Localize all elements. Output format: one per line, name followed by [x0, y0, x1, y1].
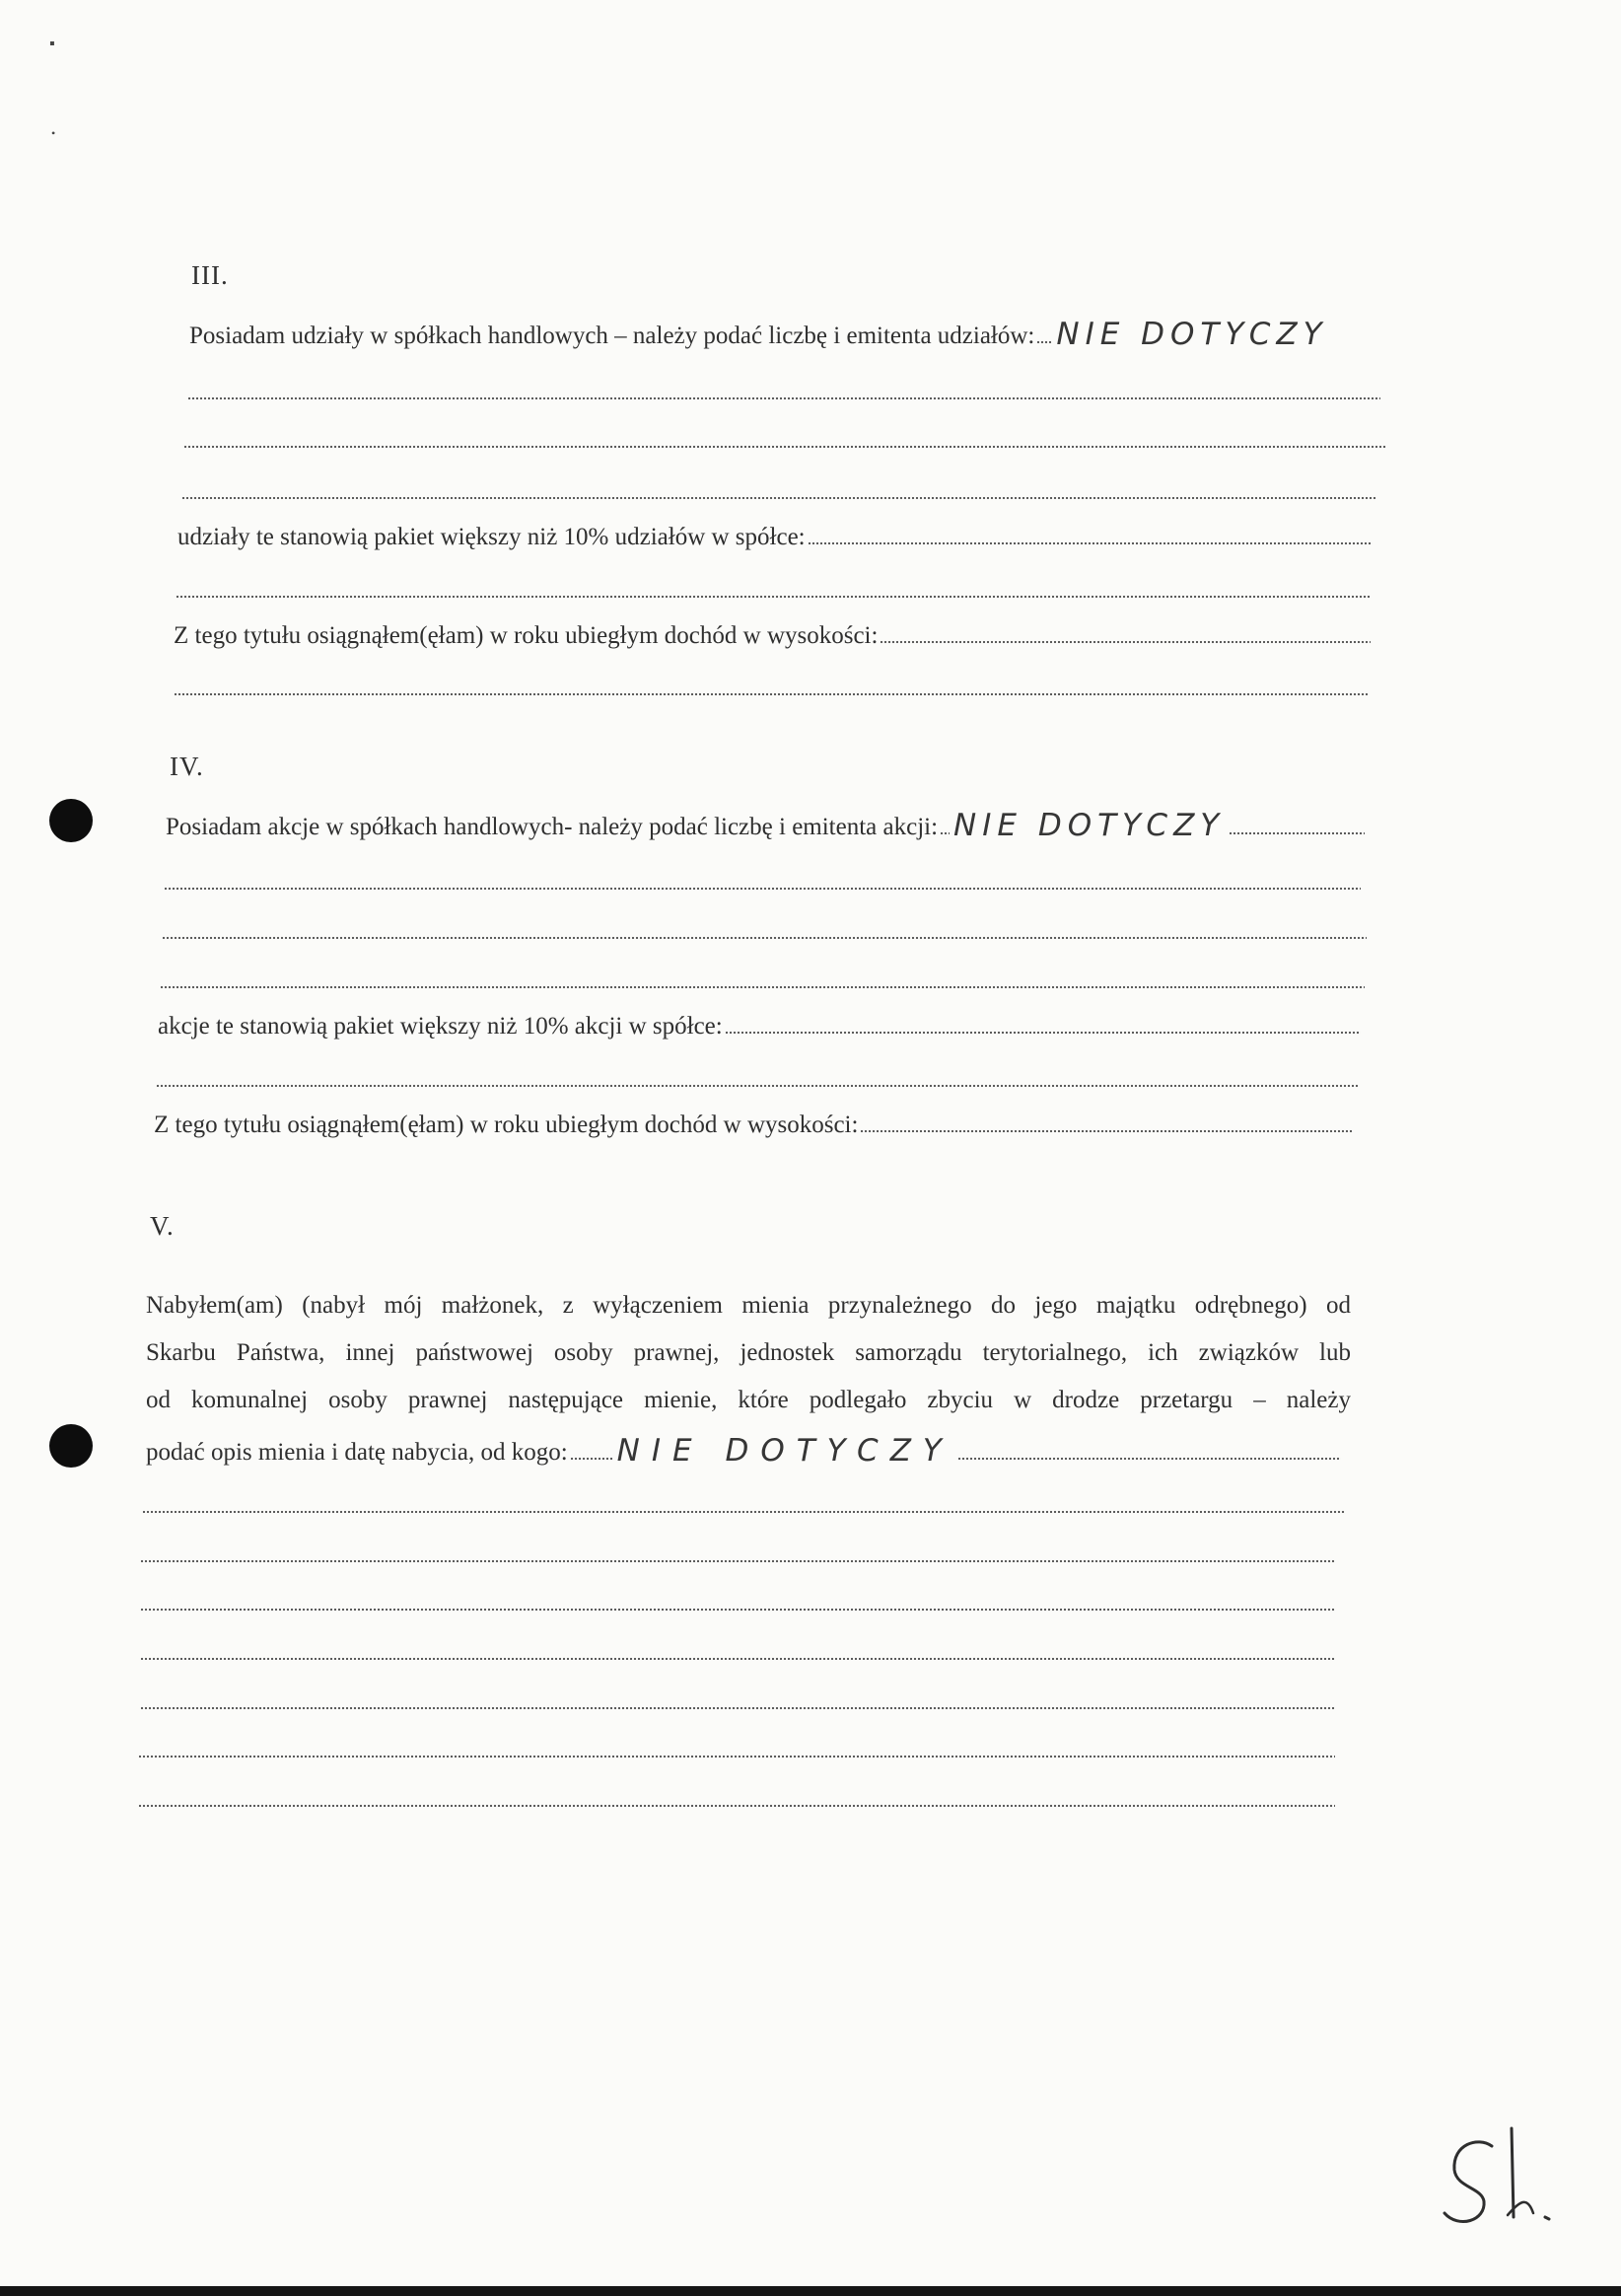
- dotted-line: [957, 1456, 1341, 1462]
- acquisition-paragraph-line: Nabyłem(am) (nabył mój małżonek, z wyłączeniem mienia przynależnego do jego majątku odrębnego) od: [146, 1292, 1351, 1319]
- stocks-field: [166, 808, 1365, 843]
- dotted-line: [140, 1558, 1335, 1564]
- shares-label: Posiadam udziały w spółkach handlowych – należy podać liczbę i emitenta udziałów:: [189, 323, 1035, 349]
- scan-speck: ▪: [49, 36, 55, 52]
- stocks-income-field: [154, 1111, 1353, 1140]
- acquisition-paragraph-line: Skarbu Państwa, innej państwowej osoby prawnej, jednostek samorządu terytorialnego, ich związków lub: [146, 1339, 1351, 1366]
- dotted-line: [940, 830, 950, 836]
- signature-initials: [1435, 2118, 1583, 2237]
- dotted-line: [725, 1030, 1361, 1036]
- dotted-line: [138, 1803, 1335, 1809]
- acquisition-label: podać opis mienia i datę nabycia, od kogo:: [146, 1439, 568, 1466]
- dotted-line: [181, 495, 1376, 501]
- acquisition-field: [146, 1433, 1341, 1469]
- dotted-line: [156, 1083, 1359, 1089]
- scan-bottom-edge: [0, 2286, 1621, 2296]
- dotted-line: [140, 1607, 1335, 1613]
- dotted-line: [162, 935, 1367, 941]
- section-heading-v: V.: [150, 1211, 175, 1241]
- section-heading-iii: III.: [191, 260, 229, 290]
- shares-field: [189, 317, 1404, 352]
- stocks-income-label: Z tego tytułu osiągnąłem(ęłam) w roku ubiegłym dochód w wysokości:: [154, 1112, 859, 1138]
- shares-packet-label: udziały te stanowią pakiet większy niż 10% udziałów w spółce:: [177, 524, 806, 550]
- acquisition-paragraph-line: od komunalnej osoby prawnej następujące mienie, które podlegało zbyciu w drodze przetargu – należy: [146, 1387, 1351, 1413]
- dotted-line: [808, 540, 1373, 546]
- stocks-label: Posiadam akcje w spółkach handlowych- należy podać liczbę i emitenta akcji:: [166, 814, 939, 840]
- acquisition-answer: NIE DOTYCZY: [616, 1433, 953, 1469]
- dotted-line: [570, 1456, 613, 1462]
- punch-hole: [49, 799, 93, 842]
- dotted-line: [187, 395, 1380, 401]
- section-heading-iv: IV.: [170, 752, 204, 781]
- dotted-line: [160, 984, 1365, 990]
- dotted-line: [860, 1128, 1353, 1134]
- dotted-line: [140, 1705, 1335, 1711]
- dotted-line: [174, 691, 1369, 697]
- punch-hole: [49, 1424, 93, 1468]
- dotted-line: [138, 1754, 1335, 1759]
- shares-packet-field: [177, 523, 1373, 552]
- dotted-line: [183, 444, 1386, 450]
- dotted-line: [176, 594, 1371, 600]
- scan-speck: •: [51, 126, 56, 140]
- stocks-answer: NIE DOTYCZY: [953, 808, 1226, 843]
- stocks-packet-field: [158, 1012, 1361, 1041]
- dotted-line: [880, 639, 1371, 645]
- stocks-packet-label: akcje te stanowią pakiet większy niż 10% akcji w spółce:: [158, 1013, 723, 1040]
- dotted-line: [1036, 339, 1052, 345]
- shares-income-label: Z tego tytułu osiągnąłem(ęłam) w roku ubiegłym dochód w wysokości:: [174, 622, 879, 649]
- dotted-line: [140, 1656, 1335, 1662]
- shares-income-field: [174, 621, 1371, 651]
- shares-answer: NIE DOTYCZY: [1056, 317, 1328, 352]
- dotted-line: [164, 886, 1361, 892]
- dotted-line: [1229, 830, 1365, 836]
- dotted-line: [142, 1509, 1345, 1515]
